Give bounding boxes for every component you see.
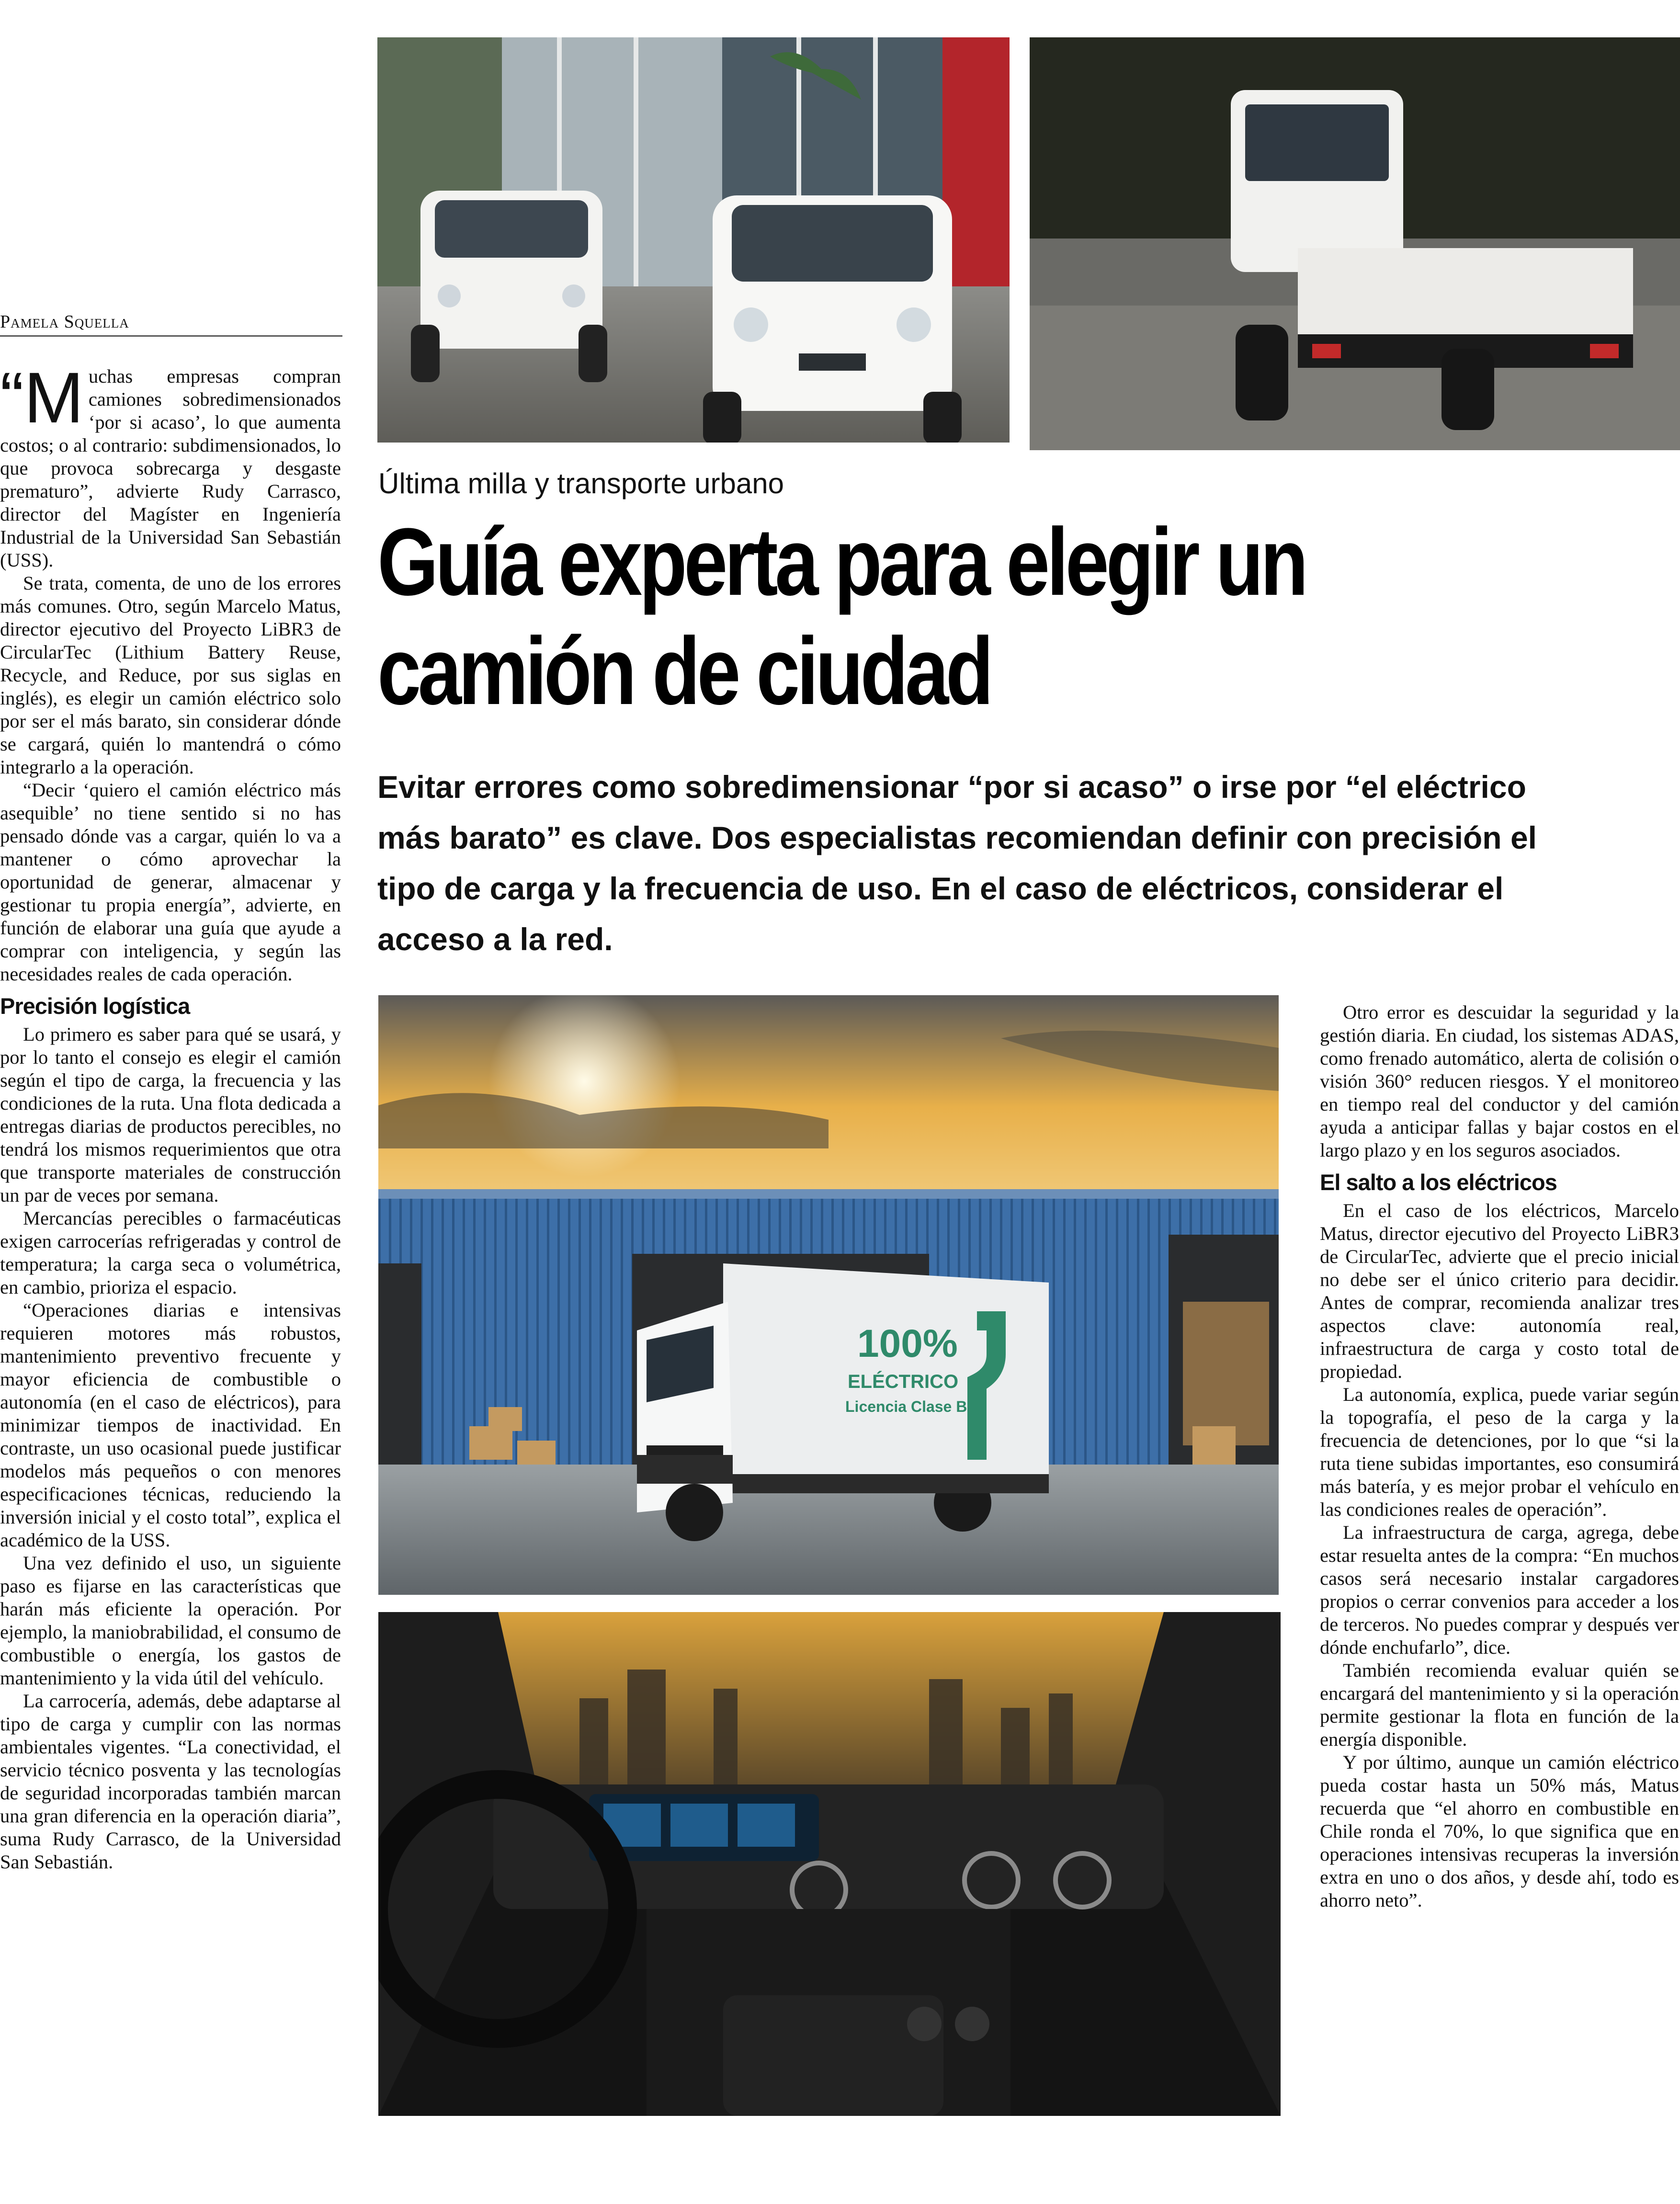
right-column bbox=[1320, 1001, 1679, 1912]
truck-graphic-license: Licencia Clase B bbox=[845, 1398, 967, 1415]
paragraph: “Operaciones diarias e intensivas requieren motores más robustos, mantenimiento preventivo frecuente y mayor eficiencia de combustible o autonomía (en el caso de eléctricos), para minimizar tiempos de inactividad. En contraste, un uso ocasional puede justificar modelos más pequeños o con menores especificaciones técnicas, reduciendo la inversión inicial y el costo total”, explica el académico de la USS. bbox=[0, 1299, 341, 1551]
paragraph: En el caso de los eléctricos, Marcelo Matus, director ejecutivo del Proyecto LiBR3 de CircularTec, advierte que el precio inicial no debe ser el único criterio para decidir. Antes de comprar, recomienda analizar tres aspectos clave: autonomía real, infraestructura de carga y costo total de propiedad. bbox=[1320, 1200, 1679, 1382]
paragraph: Mercancías perecibles o farmacéuticas exigen carrocerías refrigeradas y control de temperatura; la carga seca o volumétrica, en cambio, prioriza el espacio. bbox=[0, 1207, 341, 1298]
photo-cabin-interior bbox=[378, 1612, 1281, 2116]
photo-pickup-rear bbox=[1030, 37, 1680, 450]
paragraph: Otro error es descuidar la seguridad y la gestión diaria. En ciudad, los sistemas ADAS, como frenado automático, alerta de colisión o visión 360° reducen riesgos. Y el monitoreo en tiempo real del conductor y del camión ayuda a anticipar fallas y bajar costos en el largo plazo y en los seguros asociados. bbox=[1320, 1001, 1679, 1161]
headline: Guía experta para elegir un camión de ciudad bbox=[377, 509, 1305, 725]
kicker: Última milla y transporte urbano bbox=[378, 467, 784, 500]
paragraph: La carrocería, además, debe adaptarse al tipo de carga y cumplir con las normas ambientales vigentes. “La conectividad, el servicio técnico posventa y las tecnologías de seguridad incorporadas también marcan una gran diferencia en la operación diaria”, suma Rudy Carrasco, de la Universidad San Sebastián. bbox=[0, 1690, 341, 1873]
subhead-electric: El salto a los eléctricos bbox=[1320, 1170, 1557, 1195]
pickup-right-shape bbox=[703, 195, 962, 443]
paragraph: También recomienda evaluar quién se encargará del mantenimiento y si la operación permite gestionar la flota en función de la energía disponible. bbox=[1320, 1659, 1679, 1750]
paragraph: La infraestructura de carga, agrega, debe estar resuelta antes de la compra: “En muchos casos será necesario instalar cargadores propios o cerrar convenios para acceder a los de terceros. No puedes comprar y después ver dónde enchufarlo”, dice. bbox=[1320, 1522, 1679, 1658]
deck: Evitar errores como sobredimensionar “por si acaso” o irse por “el eléctrico más barato” es clave. Dos especialistas recomiendan definir con precisión el tipo de carga y la frecuencia de uso. En el caso de eléctricos, considerar el acceso a la red. bbox=[377, 769, 1537, 957]
subhead-precision: Precisión logística bbox=[0, 993, 190, 1019]
paragraph: Se trata, comenta, de uno de los errores más comunes. Otro, según Marcelo Matus, director ejecutivo del Proyecto LiBR3 de CircularTec (Lithium Battery Reuse, Recycle, and Reduce, por sus siglas en inglés), es elegir un camión eléctrico solo por ser el más barato, sin considerar dónde se cargará, quién lo mantendrá o cómo integrarlo a la operación. bbox=[0, 572, 341, 778]
byline bbox=[0, 311, 342, 337]
paragraph: Una vez definido el uso, un siguiente paso es fijarse en las características que harán más eficiente la operación. Por ejemplo, la maniobrabilidad, el consumo de combustible o energía, los gastos de mantenimiento y la vida útil del vehículo. bbox=[0, 1552, 341, 1689]
lead-paragraph: “M uchas empresas compran camiones sobredimensionados ‘por si acaso’, lo que aumenta costos; o al contrario: subdimensionados, lo que provoca sobrecarga y desgaste prematuro”, advierte Rudy Carrasco, director del Magíster en Ingeniería Industrial de la Universidad San Sebastián (USS). bbox=[0, 357, 341, 571]
photo-pickups-showroom bbox=[377, 37, 1010, 443]
truck-graphic-electrico: ELÉCTRICO bbox=[848, 1371, 959, 1392]
paragraph: La autonomía, explica, puede variar según la topografía, el peso de la carga y la frecuencia de detenciones, por lo que “si la ruta tiene subidas importantes, eso consumirá más batería, y es mejor probar el vehículo en las condiciones reales de operación”. bbox=[1320, 1384, 1679, 1520]
photo-electric-truck bbox=[378, 995, 1279, 1595]
byline-text: Pamela Squella bbox=[0, 312, 129, 332]
drop-cap: “M bbox=[0, 357, 84, 438]
truck-graphic-100: 100% bbox=[857, 1322, 958, 1365]
paragraph: “Decir ‘quiero el camión eléctrico más asequible’ no tiene sentido si no has pensado dónde vas a cargar, quién lo va a mantener o cómo aprovechar la oportunidad de generar, almacenar y gestionar tu propia energía”, advierte, en función de elaborar una guía que ayude a comprar con inteligencia, y según las necesidades reales de cada operación. bbox=[0, 779, 341, 985]
left-column bbox=[0, 357, 341, 1874]
paragraph: Lo primero es saber para qué se usará, y por lo tanto el consejo es elegir el camión según el tipo de carga, la frecuencia y las condiciones de la ruta. Una flota dedicada a entregas diarias de productos perecibles, no tendrá los mismos requerimientos que otra que transporte materiales de construcción un par de veces por semana. bbox=[0, 1023, 341, 1206]
paragraph: Y por último, aunque un camión eléctrico pueda costar hasta un 50% más, Matus recuerda que “el ahorro en combustible en Chile ronda el 70%, lo que significa que en operaciones intensivas recuperas la inversión extra en uno o dos años, y desde ahí, todo es ahorro neto”. bbox=[1320, 1751, 1679, 1911]
